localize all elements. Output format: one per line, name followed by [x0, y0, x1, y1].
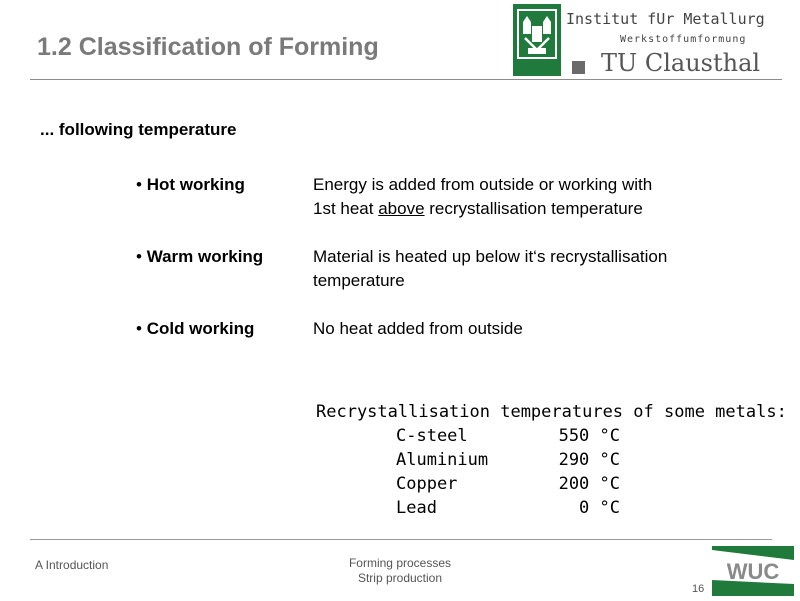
desc-line: Material is heated up below it‘s recrystallisation [313, 247, 668, 266]
section-heading: ... following temperature [40, 120, 237, 139]
recrystallisation-title: Recrystallisation temperatures of some metals: [316, 402, 787, 422]
list-item-warm-working [136, 247, 263, 267]
table-row [316, 472, 787, 496]
list-item-cold-working [136, 319, 254, 339]
metal-name: Lead [396, 498, 437, 518]
list-item-hot-working [136, 175, 245, 195]
header-divider [30, 79, 782, 80]
bullet: • [136, 175, 142, 194]
university-seal-icon [513, 4, 561, 76]
metal-temperature: 290 °C [558, 450, 620, 470]
recrystallisation-table [316, 400, 787, 520]
metal-name: Copper [396, 474, 458, 494]
metal-temperature: 0 °C [579, 498, 620, 518]
footer-divider [30, 539, 772, 540]
footer-section-label: A Introduction [35, 558, 109, 572]
metal-name: C-steel [396, 426, 468, 446]
institute-name: Institut fUr Metallurg [566, 10, 765, 28]
desc-line: temperature [313, 271, 405, 290]
institute-subtitle: Werkstoffumformung [620, 34, 747, 45]
footer-topic-line: Forming processes [348, 556, 452, 570]
desc-line: No heat added from outside [313, 319, 523, 338]
footer-topic-line: Strip production [357, 571, 443, 585]
metal-name: Aluminium [396, 450, 489, 470]
bullet: • [136, 247, 142, 266]
desc-cold-working [313, 317, 523, 341]
desc-line: 1st heat above recrystallisation temperature [313, 199, 643, 218]
university-name: TU Clausthal [601, 49, 761, 77]
underlined-word: above [378, 199, 425, 218]
bullet: • [136, 319, 142, 338]
metal-temperature: 550 °C [558, 426, 620, 446]
desc-hot-working [313, 173, 652, 221]
term-cold-working: Cold working [146, 319, 255, 338]
footer-topic [320, 556, 480, 586]
table-row [316, 424, 787, 448]
table-row [316, 496, 787, 520]
page-number: 16 [692, 583, 705, 595]
wuc-logo-icon [712, 546, 794, 601]
desc-warm-working [313, 245, 667, 293]
slide-title: 1.2 Classification of Forming [37, 33, 379, 61]
desc-line: Energy is added from outside or working with [313, 175, 653, 194]
svg-text:WUC: WUC [726, 559, 780, 584]
university-square-icon [572, 61, 585, 74]
metal-temperature: 200 °C [558, 474, 620, 494]
term-warm-working: Warm working [146, 247, 264, 266]
term-hot-working: Hot working [146, 175, 245, 194]
table-row [316, 448, 787, 472]
